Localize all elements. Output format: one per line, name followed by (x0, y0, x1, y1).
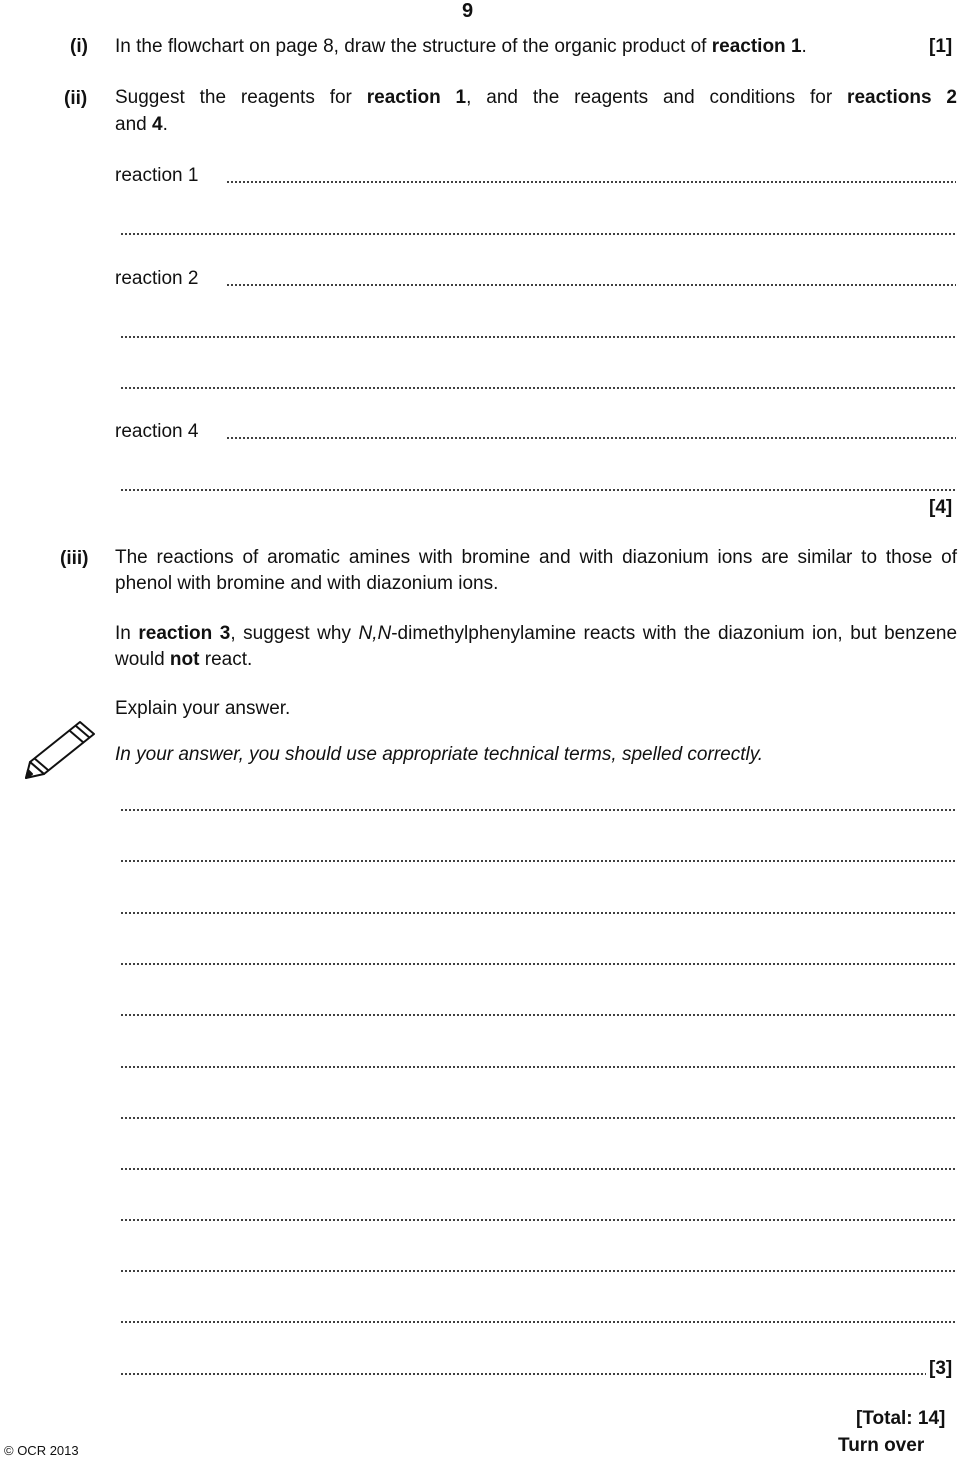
question-iii-paragraph-1: The reactions of aromatic amines with bromine and with diazonium ions are similar to those of phenol with bromine and with diazonium ions. (115, 547, 957, 594)
answer-line[interactable] (120, 384, 956, 392)
answer-line[interactable] (120, 1370, 926, 1378)
answer-line[interactable] (120, 1267, 956, 1275)
answer-line[interactable] (120, 1063, 956, 1071)
answer-line[interactable] (120, 1011, 956, 1019)
answer-line[interactable] (226, 434, 956, 442)
question-ii-text: Suggest the reagents for reaction 1, and the reagents and conditions for reactions 2 (115, 87, 957, 108)
answer-line[interactable] (120, 1216, 956, 1224)
question-i-text: In the flowchart on page 8, draw the structure of the organic product of reaction 1. (115, 36, 807, 57)
answer-line[interactable] (120, 806, 956, 814)
reaction-1-label: reaction 1 (115, 165, 199, 186)
marks-ii: [4] (929, 497, 953, 518)
question-iii-paragraph-3: Explain your answer. (115, 698, 291, 719)
answer-line[interactable] (120, 960, 956, 968)
answer-line[interactable] (226, 281, 956, 289)
question-iii-paragraph-4: In your answer, you should use appropriate technical terms, spelled correctly. (115, 744, 764, 765)
pencil-icon (22, 718, 102, 780)
question-label-iii: (iii) (60, 548, 89, 569)
answer-line[interactable] (120, 857, 956, 865)
question-ii-text-cont: and 4. (115, 114, 168, 135)
total-marks: [Total: 14] (856, 1408, 946, 1429)
copyright: © OCR 2013 (4, 1443, 79, 1458)
page-number: 9 (462, 0, 474, 22)
marks-iii: [3] (929, 1358, 953, 1379)
answer-line[interactable] (120, 333, 956, 341)
question-label-ii: (ii) (64, 88, 88, 109)
answer-line[interactable] (120, 486, 956, 494)
turn-over: Turn over (838, 1435, 925, 1456)
answer-line[interactable] (120, 909, 956, 917)
marks-i: [1] (929, 36, 953, 57)
question-label-i: (i) (70, 36, 88, 57)
reaction-4-label: reaction 4 (115, 421, 199, 442)
question-iii-paragraph-2: In reaction 3, suggest why N,N-dimethylphenylamine reacts with the diazonium ion, but benzene would not react. (115, 623, 958, 670)
answer-line[interactable] (226, 178, 956, 186)
answer-line[interactable] (120, 1318, 956, 1326)
answer-line[interactable] (120, 1114, 956, 1122)
answer-line[interactable] (120, 1165, 956, 1173)
answer-line[interactable] (120, 230, 956, 238)
reaction-2-label: reaction 2 (115, 268, 199, 289)
